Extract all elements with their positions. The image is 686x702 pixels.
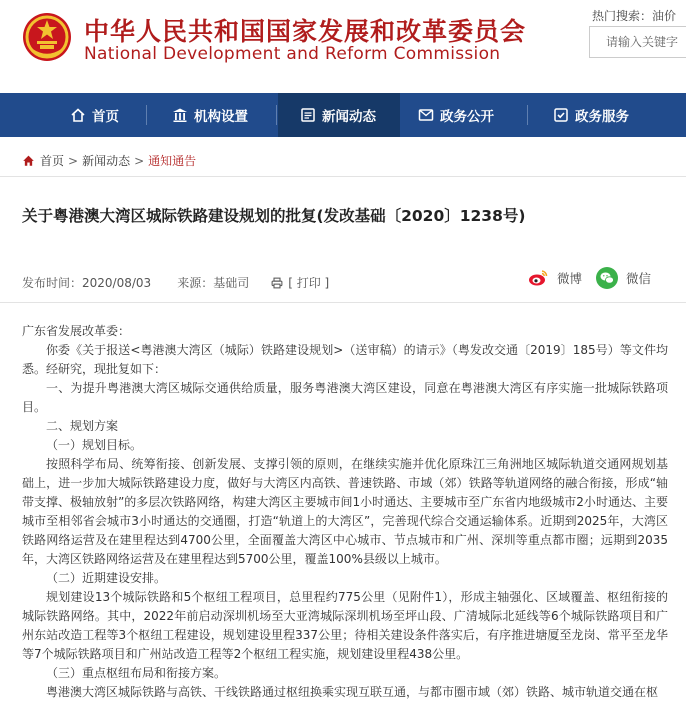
article-paragraph: 一、为提升粤港澳大湾区城际交通供给质量，服务粤港澳大湾区建设，同意在粤港澳大湾区有序实施一批城际铁路项目。 — [22, 381, 668, 414]
main-nav — [0, 93, 686, 137]
publish-date: 2020/08/03 — [82, 275, 152, 290]
source-value: 基础司 — [213, 276, 250, 290]
info-icon — [418, 107, 434, 123]
hot-search-term[interactable]: 油价 — [652, 9, 677, 23]
nav-item-label: 首页 — [92, 109, 119, 125]
share-wechat-button[interactable] — [596, 267, 651, 289]
nav-item-gov-affairs[interactable] — [410, 93, 502, 137]
article-title: 关于粤港澳大湾区城际铁路建设规划的批复(发改基础〔2020〕1238号) — [22, 207, 526, 225]
article-paragraph: （三）重点枢纽布局和衔接方案。 — [46, 666, 227, 680]
nav-divider — [276, 105, 277, 125]
nav-divider — [146, 105, 147, 125]
divider — [0, 302, 686, 303]
nav-item-organization[interactable] — [164, 93, 256, 137]
breadcrumb-home[interactable]: 首页 — [40, 154, 65, 168]
breadcrumb-current[interactable]: 通知通告 — [148, 154, 197, 168]
breadcrumb — [22, 152, 196, 169]
site-header — [0, 0, 686, 93]
nav-item-label: 政务服务 — [575, 109, 629, 125]
publish-label: 发布时间： — [22, 276, 83, 290]
article-paragraph: 粤港澳大湾区城际铁路与高铁、干线铁路通过枢纽换乘实现互联互通，与都市圈市域（郊）铁路、城市轨道交通在枢 — [46, 685, 659, 699]
service-icon — [553, 107, 569, 123]
article-paragraph: （二）近期建设安排。 — [46, 571, 167, 585]
share-wechat-label: 微信 — [626, 271, 652, 286]
article-paragraph: 二、规划方案 — [46, 419, 119, 433]
wechat-icon — [596, 267, 618, 289]
breadcrumb-separator: > — [68, 153, 79, 168]
print-label: [ 打印 ] — [288, 276, 330, 290]
article-meta — [22, 274, 329, 291]
nav-divider — [527, 105, 528, 125]
search-box — [589, 26, 686, 58]
print-button[interactable] — [271, 274, 329, 291]
breadcrumb-news[interactable]: 新闻动态 — [82, 154, 131, 168]
breadcrumb-separator: > — [134, 153, 145, 168]
nav-item-news[interactable] — [278, 93, 400, 137]
news-icon — [300, 107, 316, 123]
article-paragraph: 广东省发展改革委： — [22, 324, 131, 338]
printer-icon — [271, 277, 283, 289]
article-paragraph: 规划建设13个城际铁路和5个枢纽工程项目，总里程约775公里（见附件1），形成主轴强化、区域覆盖、枢纽衔接的城际铁路网络。其中，2022年前启动深圳机场至大亚湾城际深圳机场至坪山段、广清城际北延线等6个城际铁路项目和广州东站改造工程等3个枢纽工程建设，规划建设里程337公里；待相关建设条件落实后，有序推进塘厦至龙岗、常平至龙华等7个城际铁路项目和广州站改造工程等2个枢纽工程实施，规划建设里程438公里。 — [22, 590, 668, 661]
article-paragraph: 按照科学布局、统筹衔接、创新发展、支撑引领的原则，在继续实施并优化原珠江三角洲地区城际轨道交通网规划基础上，进一步加大城际铁路建设力度，做好与大湾区内高铁、普速铁路、市域（郊）铁路等轨道网络的融合衔接，形成“轴带支撑、极轴放射”的多层次铁路网络，构建大湾区主要城市间1小时通达、主要城市至广东省内地级城市2小时通达、主要城市至相邻省会城市3小时通达的交通圈，打造“轨道上的大湾区”，完善现代综合交通运输体系。近期到2025年，大湾区铁路网络运营及在建里程达到4700公里，全面覆盖大湾区中心城市、节点城市和广州、深圳等重点都市圈；远期到2035年，大湾区铁路网络运营及在建里程达到5700公里，覆盖100%县级以上城市。 — [22, 457, 668, 566]
nav-item-gov-services[interactable] — [545, 93, 637, 137]
home-icon — [22, 154, 35, 167]
nav-item-home[interactable] — [62, 93, 127, 137]
hot-search — [592, 7, 676, 24]
divider — [0, 176, 686, 177]
article-body — [22, 322, 668, 702]
article-paragraph: 你委《关于报送<粤港澳大湾区（城际）铁路建设规划>（送审稿）的请示》（粤发改交通〔2019〕185号）等文件均悉。经研究，现批复如下： — [22, 343, 668, 376]
site-name-en[interactable]: National Development and Reform Commission — [84, 44, 501, 64]
nav-item-label: 政务公开 — [440, 109, 494, 125]
nav-item-label: 机构设置 — [194, 109, 248, 125]
share-weibo-label: 微博 — [557, 271, 583, 286]
share-weibo-button[interactable] — [527, 267, 582, 289]
site-name-cn[interactable]: 中华人民共和国国家发展和改革委员会 — [84, 17, 527, 46]
article-paragraph: （一）规划目标。 — [46, 438, 143, 452]
source-label: 来源： — [177, 276, 214, 290]
search-input[interactable] — [590, 27, 686, 57]
home-icon — [70, 107, 86, 123]
hot-search-label: 热门搜索： — [592, 9, 653, 23]
national-emblem-icon[interactable] — [22, 12, 72, 62]
weibo-icon — [527, 267, 549, 289]
building-icon — [172, 107, 188, 123]
nav-item-label: 新闻动态 — [322, 109, 376, 125]
